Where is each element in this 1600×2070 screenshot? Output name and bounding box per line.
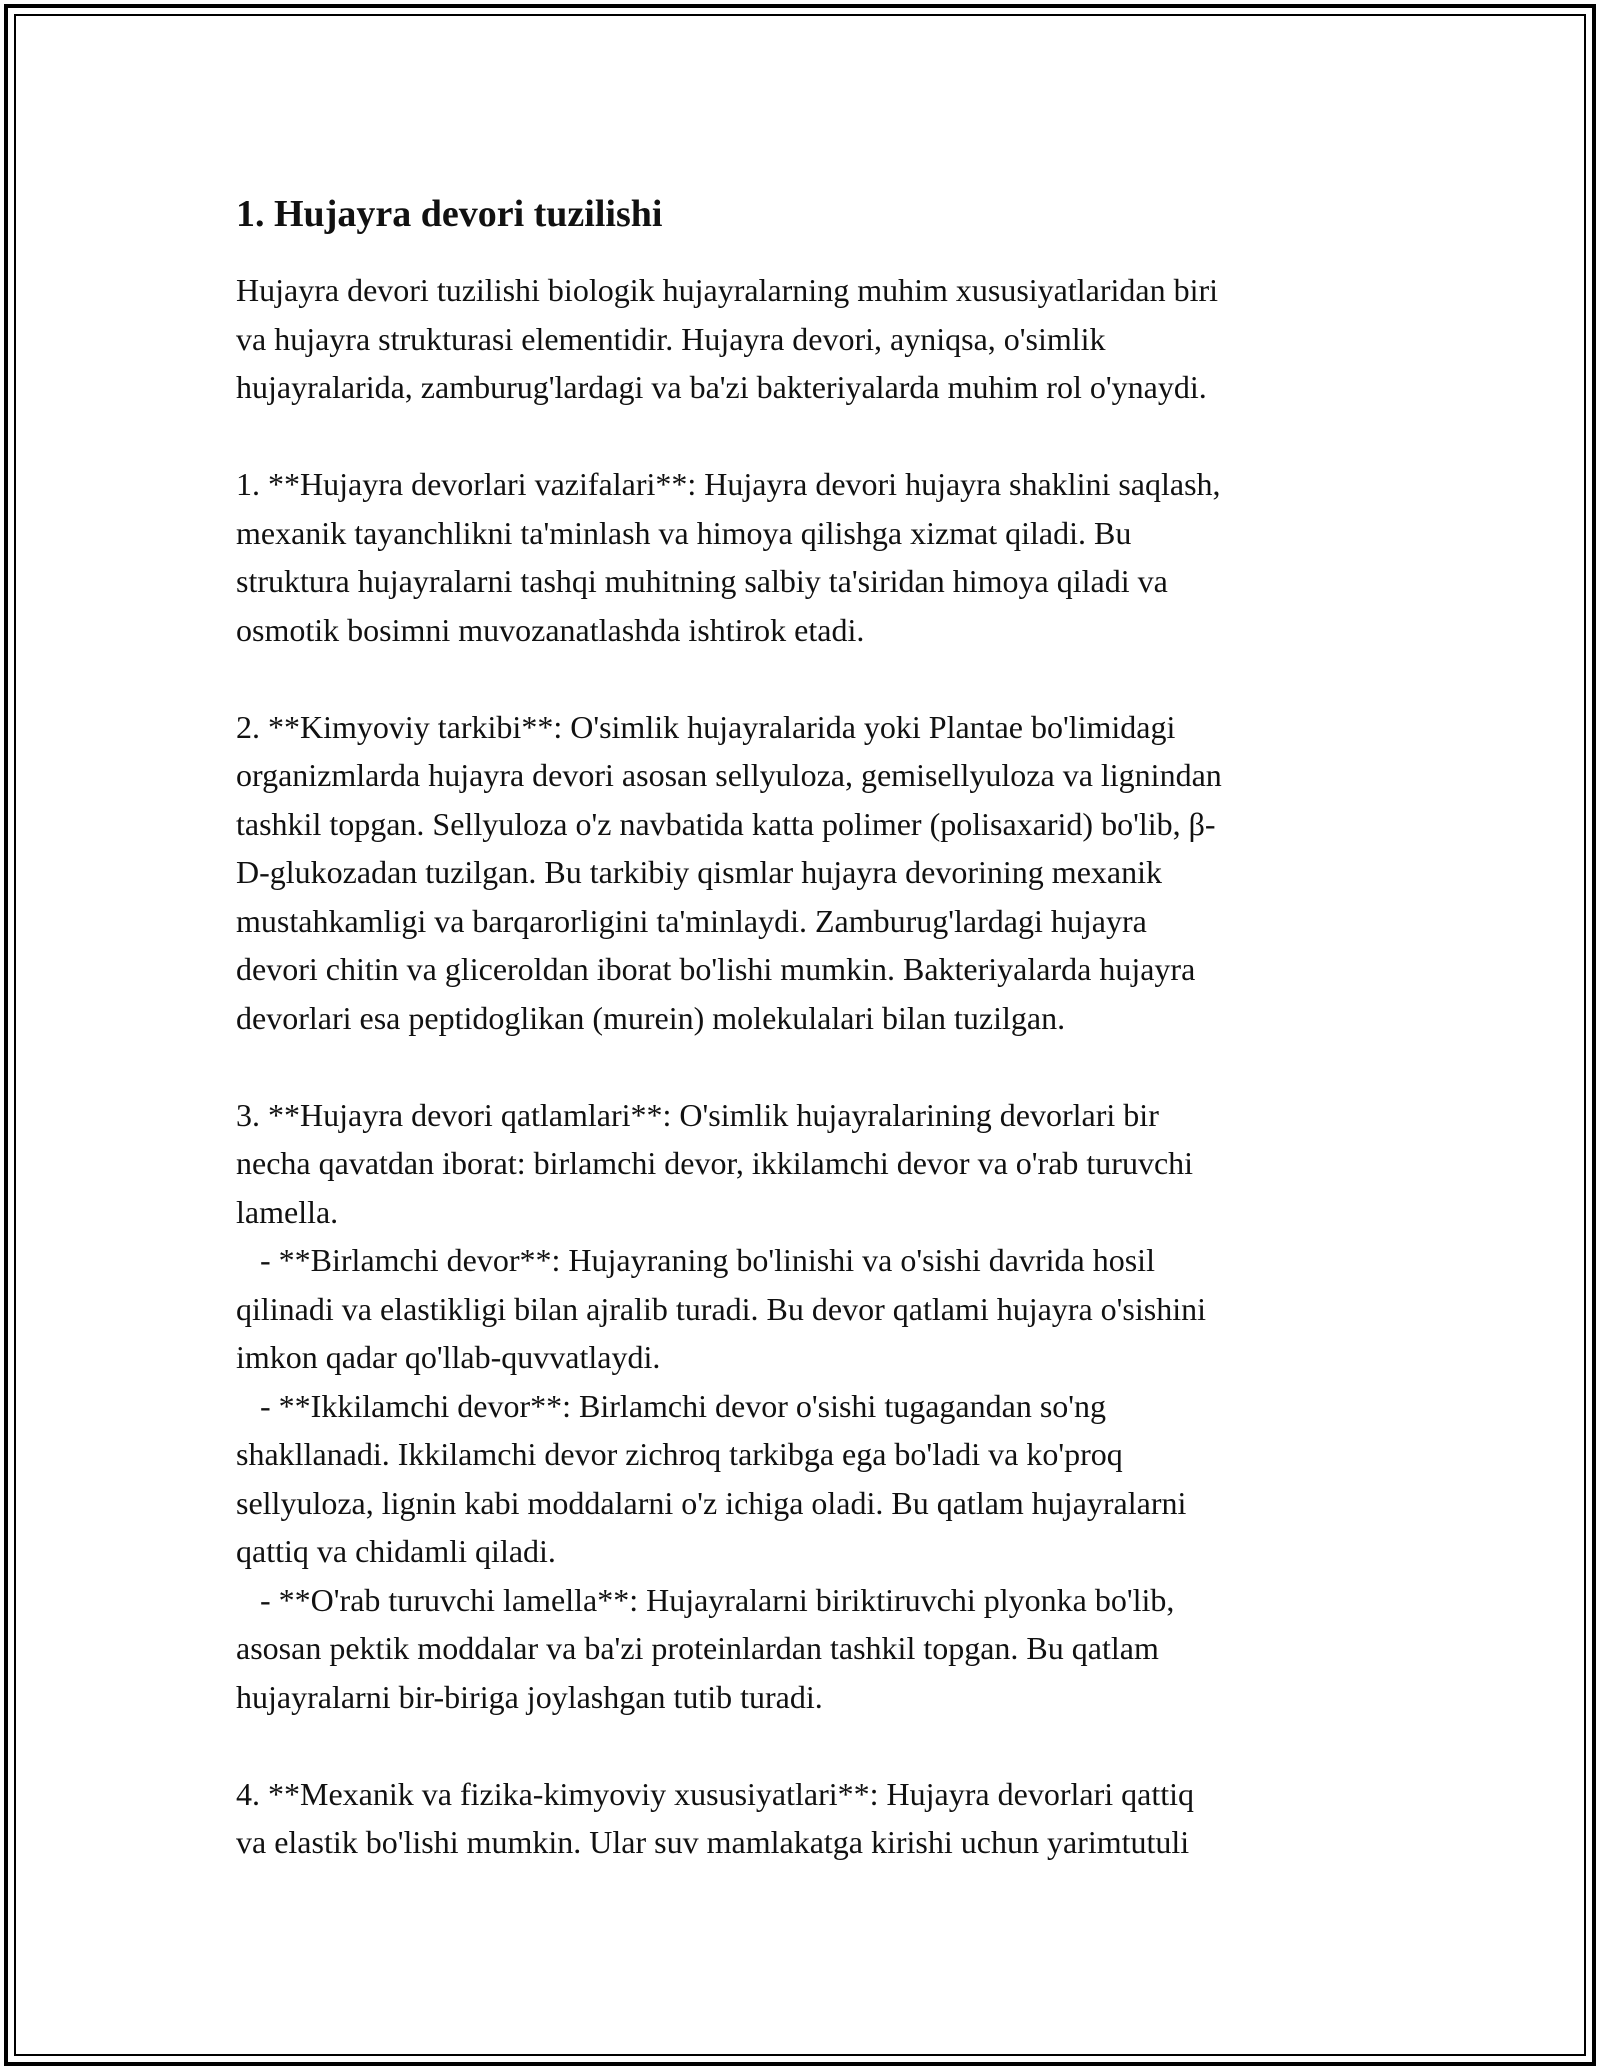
text-line: - **O'rab turuvchi lamella**: Hujayralarni biriktiruvchi plyonka bo'lib, [236, 1581, 1175, 1618]
text-line: va elastik bo'lishi mumkin. Ular suv mamlakatga kirishi uchun yarimtutuli [236, 1824, 1190, 1860]
paragraph [236, 703, 1386, 1043]
text-line: qattiq va chidamli qiladi. [236, 1533, 556, 1569]
text-line: mustahkamligi va barqarorligini ta'minlaydi. Zamburug'lardagi hujayra [236, 902, 1147, 939]
document-body [236, 186, 1386, 1915]
text-line: osmotik bosimni muvozanatlashda ishtirok etadi. [236, 611, 865, 648]
paragraph [236, 460, 1386, 654]
text-line: hujayralarida, zamburug'lardagi va ba'zi bakteriyalarda muhim rol o'ynaydi. [236, 369, 1207, 405]
text-line: organizmlarda hujayra devori asosan sellyuloza, gemisellyuloza va lignindan [236, 757, 1222, 793]
text-line: 1. **Hujayra devorlari vazifalari**: Hujayra devori hujayra shaklini saqlash, [236, 466, 1221, 502]
paragraph [236, 266, 1386, 412]
text-line: - **Ikkilamchi devor**: Birlamchi devor o'sishi tugagandan so'ng [236, 1387, 1107, 1424]
text-line: lamella. [236, 1193, 339, 1230]
text-line: 3. **Hujayra devori qatlamlari**: O'simlik hujayralarining devorlari bir [236, 1096, 1159, 1133]
text-line: Hujayra devori tuzilishi biologik hujayralarning muhim xususiyatlaridan biri [236, 272, 1219, 308]
text-line: shakllanadi. Ikkilamchi devor zichroq tarkibga ega bo'ladi va ko'proq [236, 1436, 1123, 1472]
text-line: devori chitin va gliceroldan iborat bo'lishi mumkin. Bakteriyalarda hujayra [236, 951, 1196, 987]
text-line: devorlari esa peptidoglikan (murein) molekulalari bilan tuzilgan. [236, 999, 1066, 1036]
text-line: imkon qadar qo'llab-quvvatlaydi. [236, 1339, 661, 1375]
text-line: - **Birlamchi devor**: Hujayraning bo'linishi va o'sishi davrida hosil [236, 1242, 1155, 1278]
paragraph-list [236, 266, 1386, 1867]
paragraph [236, 1770, 1386, 1867]
page-title: 1. Hujayra devori tuzilishi [236, 193, 663, 235]
text-line: hujayralarni bir-biriga joylashgan tutib turadi. [236, 1678, 823, 1715]
text-line: 2. **Kimyoviy tarkibi**: O'simlik hujayralarida yoki Plantae bo'limidagi [236, 708, 1176, 745]
text-line: asosan pektik moddalar va ba'zi proteinlardan tashkil topgan. Bu qatlam [236, 1630, 1159, 1666]
text-line: struktura hujayralarni tashqi muhitning salbiy ta'siridan himoya qiladi va [236, 563, 1168, 599]
text-line: va hujayra strukturasi elementidir. Hujayra devori, ayniqsa, o'simlik [236, 320, 1106, 357]
paragraph [236, 1091, 1386, 1722]
text-line: mexanik tayanchlikni ta'minlash va himoya qilishga xizmat qiladi. Bu [236, 514, 1132, 551]
text-line: 4. **Mexanik va fizika-kimyoviy xususiyatlari**: Hujayra devorlari qattiq [236, 1775, 1194, 1812]
text-line: qilinadi va elastikligi bilan ajralib turadi. Bu devor qatlami hujayra o'sishini [236, 1290, 1206, 1327]
text-line: tashkil topgan. Sellyuloza o'z navbatida katta polimer (polisaxarid) bo'lib, β- [236, 805, 1216, 842]
text-line: sellyuloza, lignin kabi moddalarni o'z ichiga oladi. Bu qatlam hujayralarni [236, 1484, 1187, 1521]
text-line: necha qavatdan iborat: birlamchi devor, ikkilamchi devor va o'rab turuvchi [236, 1145, 1194, 1181]
text-line: D-glukozadan tuzilgan. Bu tarkibiy qismlar hujayra devorining mexanik [236, 854, 1162, 890]
